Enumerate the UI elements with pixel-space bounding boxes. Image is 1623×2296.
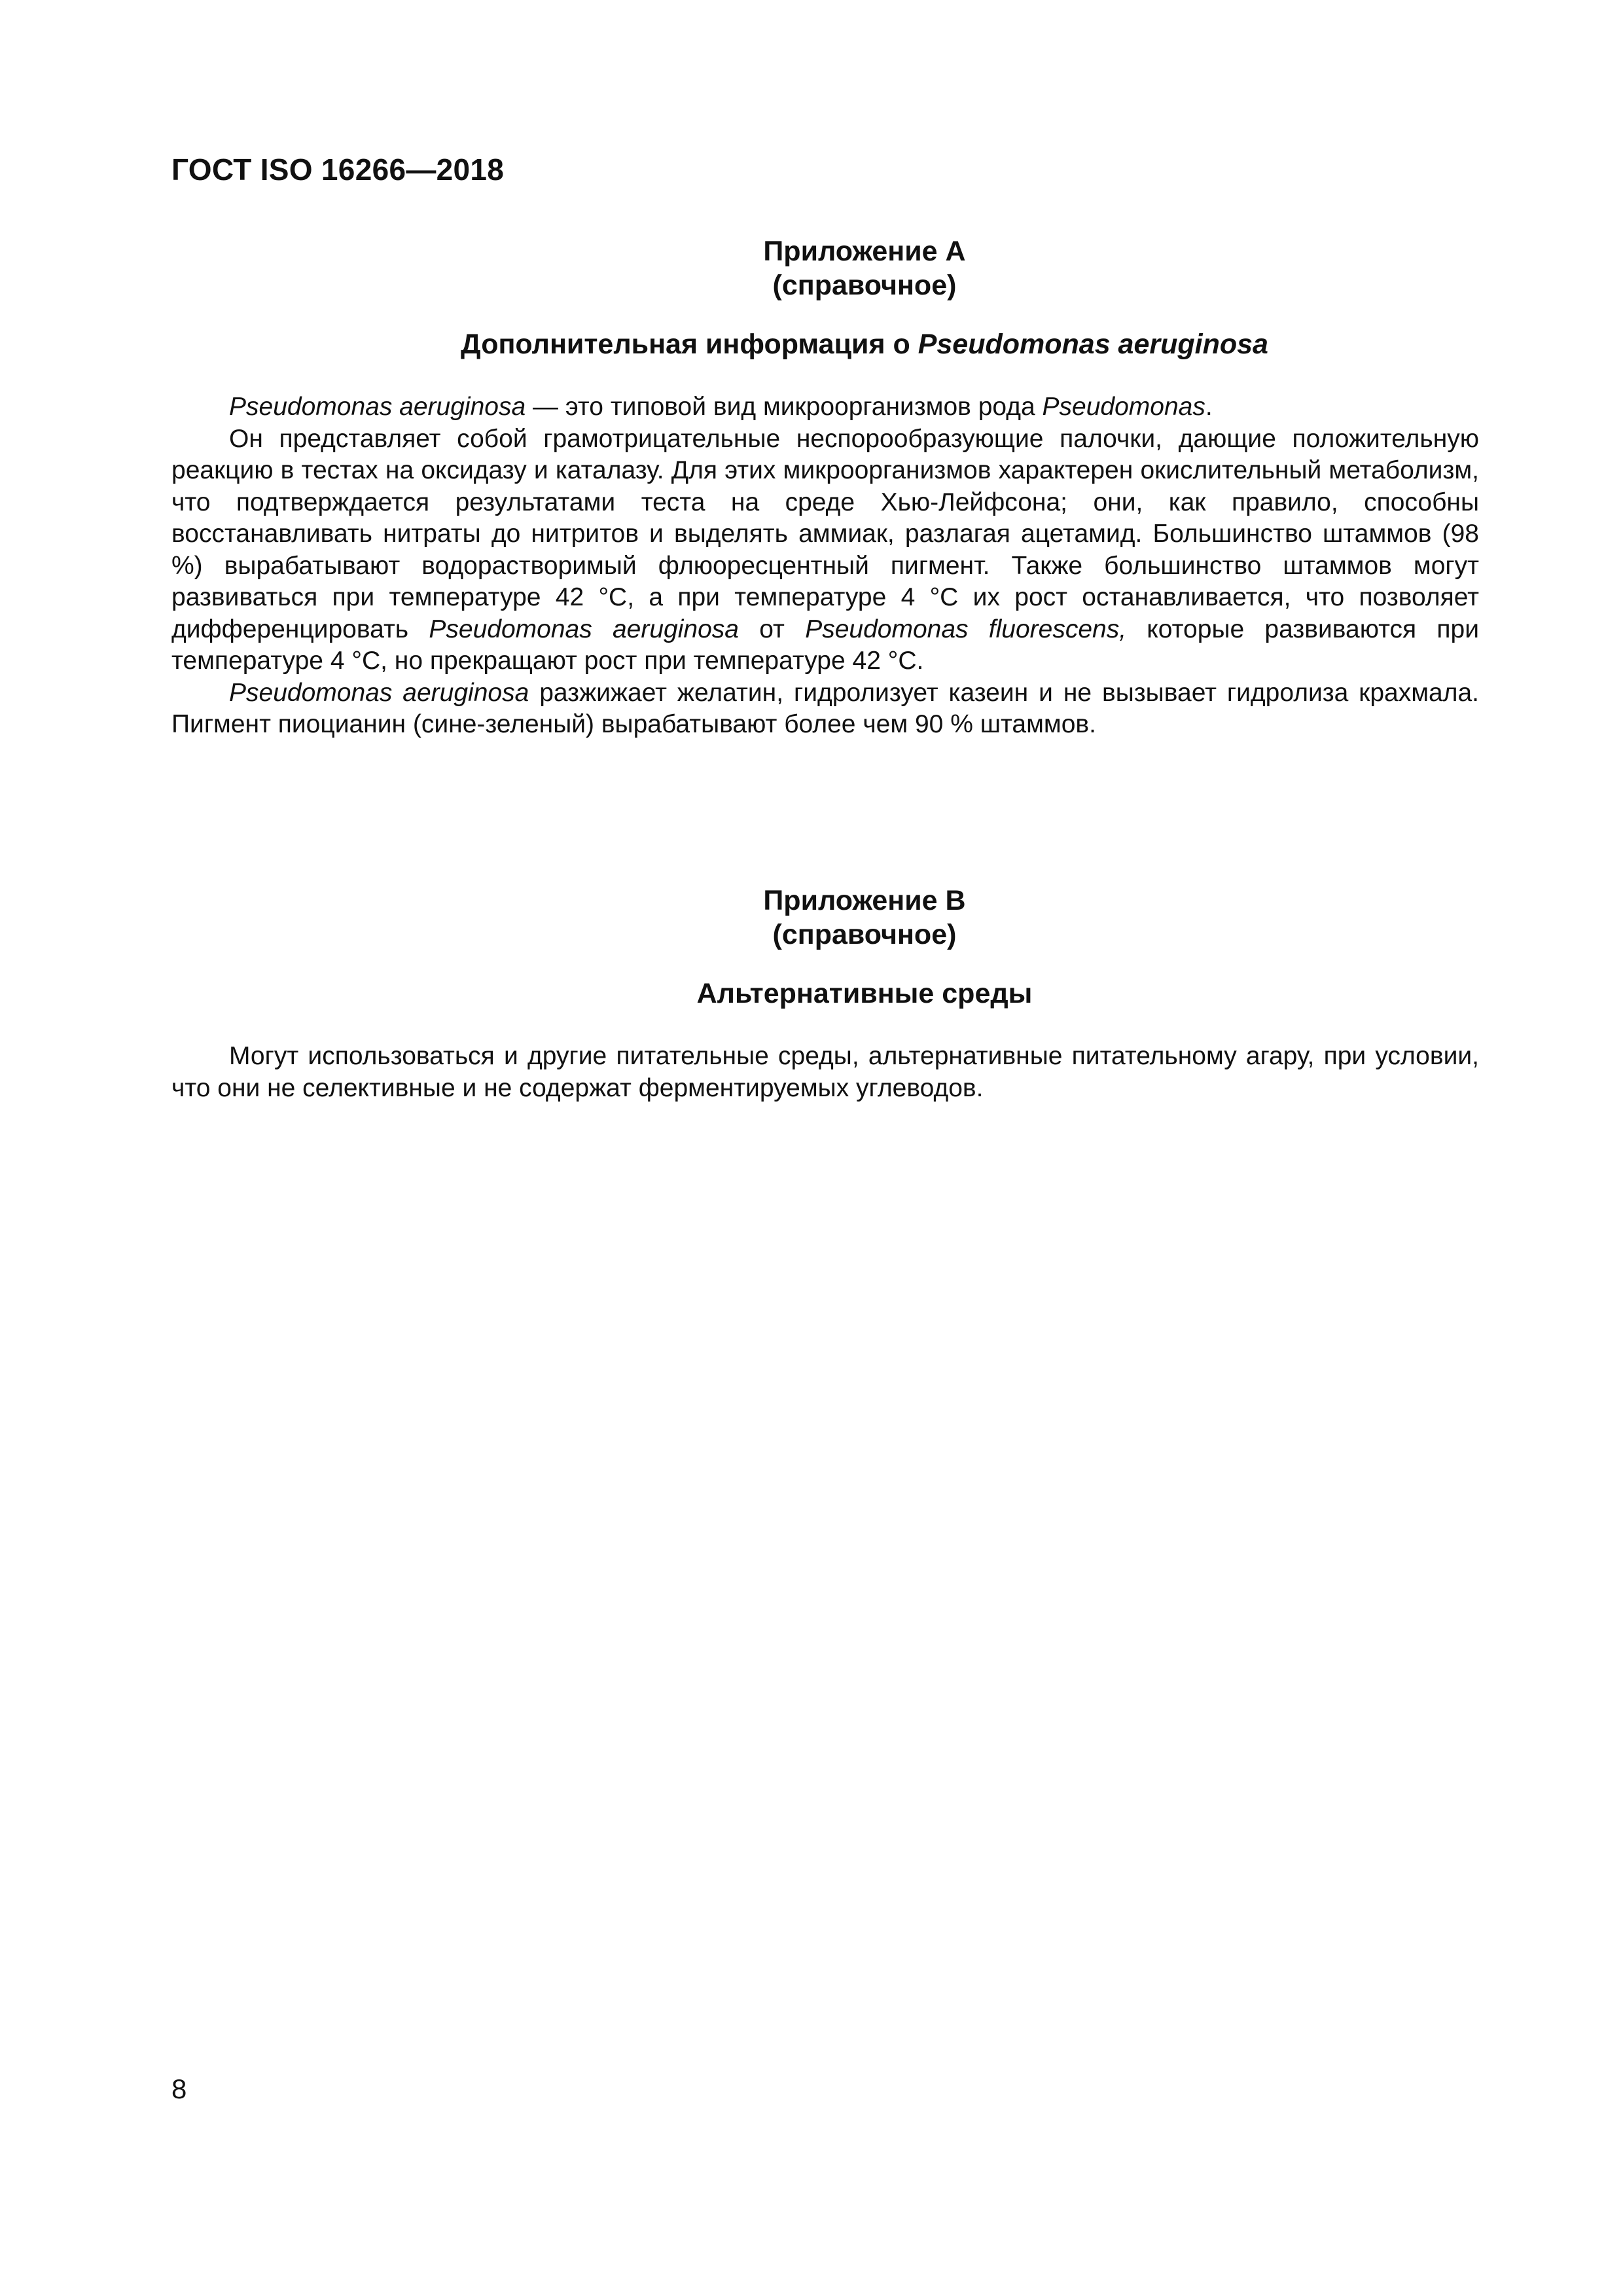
annex-b-heading: Альтернативные среды	[696, 978, 1033, 1009]
annex-b-section	[171, 884, 1479, 1104]
annex-b-status: (справочное)	[772, 919, 957, 950]
species-name: Pseudomonas fluorescens,	[805, 615, 1127, 643]
annex-a-paragraph-3	[171, 677, 1479, 741]
annex-a-heading	[171, 327, 1479, 361]
paragraph-text: от	[738, 615, 806, 643]
annex-a-paragraph-1	[171, 391, 1479, 423]
paragraph-text: разжижает желатин, гидролизует казеин и не вызывает гидролиза крахмала. Пигмент пиоцианин (сине-зеленый) вырабатывают более чем 90 % штаммов.	[171, 678, 1479, 738]
species-name: Pseudomonas aeruginosa	[229, 393, 526, 421]
species-name: Pseudomonas aeruginosa	[229, 678, 529, 707]
annex-a-title: Приложение А	[763, 236, 966, 267]
document-id-header: ГОСТ ISO 16266—2018	[171, 152, 505, 187]
annex-a-status: (справочное)	[772, 270, 957, 301]
paragraph-text: которые развиваются при температуре 4 °С, но прекращают рост при температуре 42 °С.	[171, 615, 1479, 675]
annex-a-section	[171, 234, 1479, 741]
annex-a-heading-species: Pseudomonas aeruginosa	[918, 329, 1268, 360]
paragraph-text: — это типовой вид микроорганизмов рода	[526, 393, 1043, 421]
annex-b-title: Приложение В	[763, 885, 966, 916]
genus-name: Pseudomonas	[1042, 393, 1205, 421]
annex-a-body	[171, 391, 1479, 741]
paragraph-text: .	[1205, 393, 1213, 421]
annex-b-paragraph-1: Могут использоваться и другие питательные среды, альтернативные питательному агару, при условии, что они не селективные и не содержат ферментируемых углеводов.	[171, 1042, 1479, 1102]
page-number: 8	[171, 2073, 187, 2104]
annex-b-body	[171, 1041, 1479, 1104]
species-name: Pseudomonas aeruginosa	[429, 615, 739, 643]
annex-a-paragraph-2	[171, 423, 1479, 677]
annex-a-heading-prefix: Дополнительная информация о	[461, 329, 918, 360]
paragraph-text: Он представляет собой грамотрицательные неспорообразующие палочки, дающие положительную реакцию в тестах на оксидазу и каталазу. Для этих микроорганизмов характерен окислительный метаболизм, что подтверждается результатами теста на среде Хью-Лейфсона; они, как правило, способны восстанавливать нитраты до нитритов и выделять аммиак, разлагая ацетамид. Большинство штаммов (98 %) вырабатывают водорастворимый флюоресцентный пигмент. Также большинство штаммов могут развиваться при температуре 42 °С, а при температуре 4 °С их рост останавливается, что позволяет дифференцировать	[171, 424, 1479, 643]
